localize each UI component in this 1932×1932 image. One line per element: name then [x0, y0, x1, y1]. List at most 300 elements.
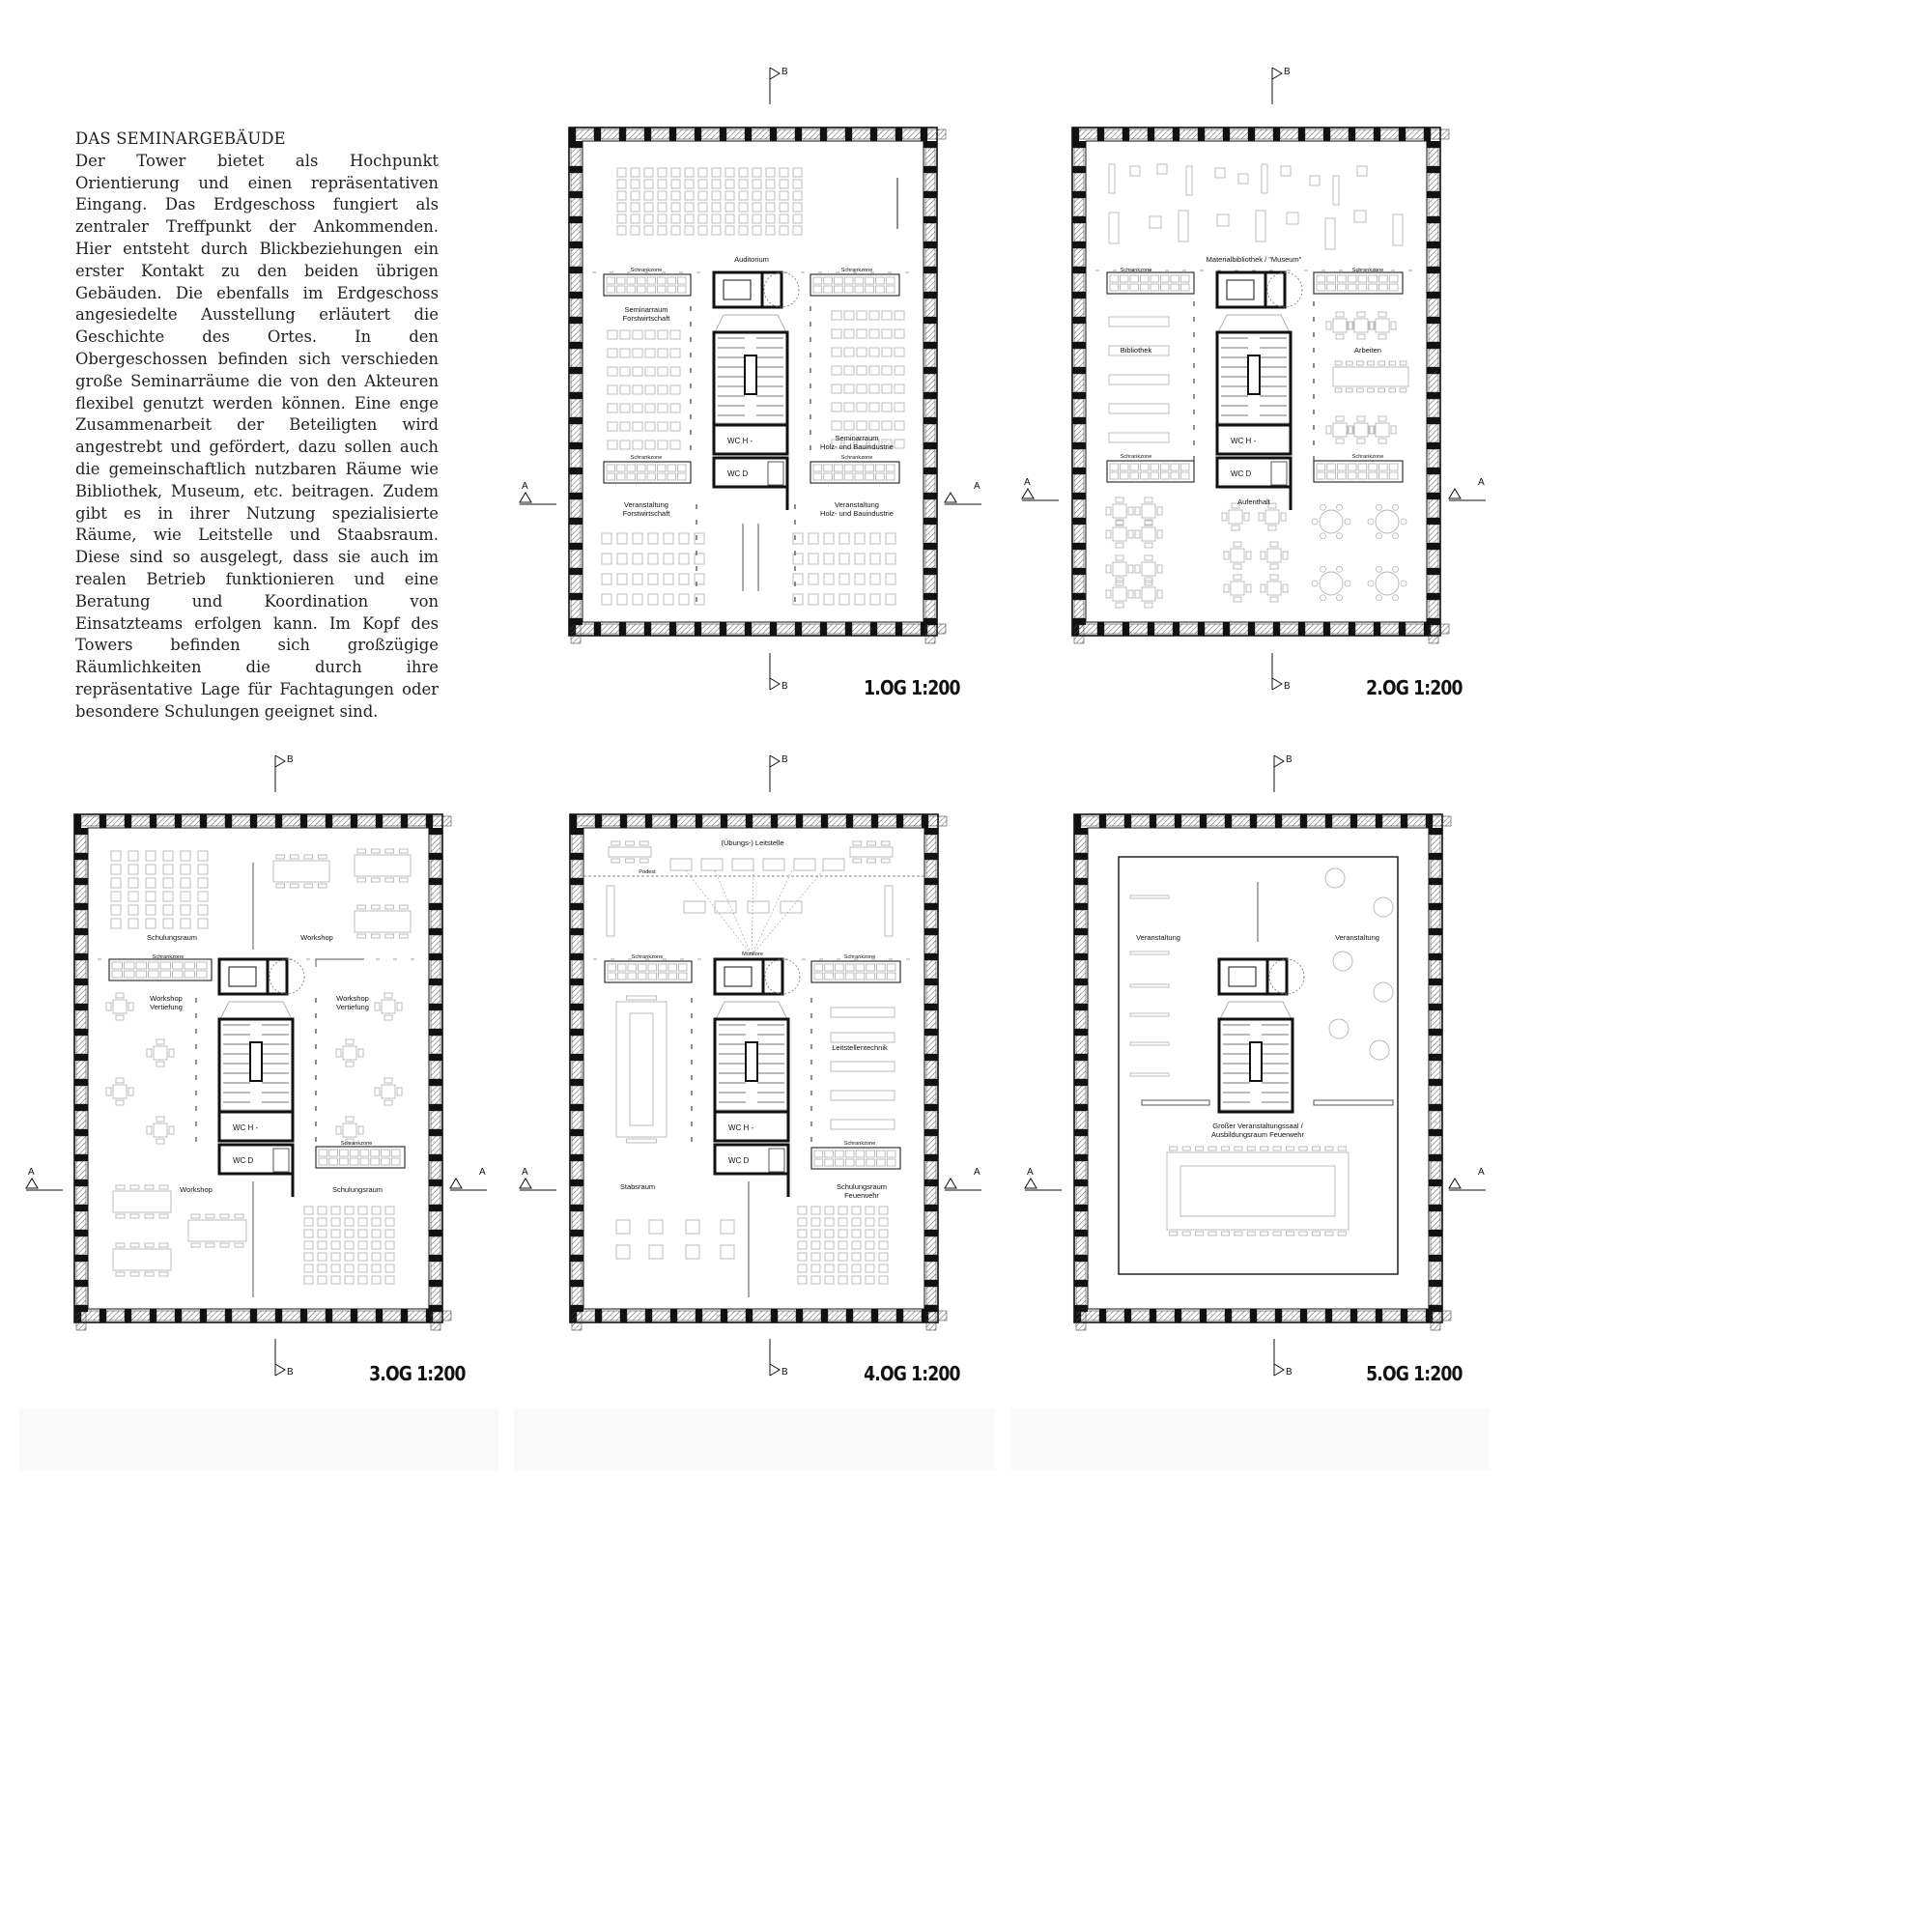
- facade-window: [1074, 173, 1084, 191]
- section-marker-symbol: [520, 483, 578, 531]
- facade-pier: [1074, 979, 1088, 985]
- room-veranstaltung: Veranstaltung: [1335, 933, 1379, 942]
- facade-window: [1357, 816, 1376, 826]
- facade-pier: [1074, 953, 1088, 960]
- facade-pier: [796, 814, 803, 828]
- label-schrankzone: Schrankzone: [843, 954, 876, 960]
- facade-window: [571, 374, 581, 392]
- facade-window: [852, 129, 870, 139]
- plan-title-4og: 4.OG 1:200: [864, 1362, 960, 1385]
- facade-window: [1181, 1311, 1200, 1321]
- facade-window: [571, 324, 581, 342]
- facade-window: [1074, 223, 1084, 242]
- wc-women-label: WC D: [728, 1156, 750, 1165]
- facade-window: [1074, 424, 1084, 442]
- facade-pier: [570, 828, 583, 835]
- facade-window: [571, 424, 581, 442]
- facade-pier: [1429, 1079, 1442, 1086]
- facade-window: [1106, 816, 1124, 826]
- facade-pier: [924, 1054, 938, 1061]
- facade-window: [572, 1262, 582, 1280]
- facade-pier: [1074, 1079, 1088, 1086]
- facade-pier: [1427, 417, 1440, 424]
- facade-pier: [570, 953, 583, 960]
- section-marker-b: B: [1284, 67, 1291, 77]
- facade-pier: [845, 622, 852, 636]
- facade-pier: [1376, 814, 1382, 828]
- facade-window: [1407, 1311, 1426, 1321]
- facade-pier: [569, 618, 582, 625]
- facade-pier: [74, 828, 88, 835]
- facade-pier: [1072, 342, 1086, 349]
- facade-window: [925, 449, 935, 468]
- facade-window: [431, 1186, 440, 1205]
- facade-window: [877, 624, 895, 634]
- facade-window: [572, 1111, 582, 1129]
- facade-window: [431, 1312, 440, 1330]
- facade-pier: [770, 622, 777, 636]
- facade-pier: [924, 828, 938, 835]
- room-workshop: Workshop: [180, 1185, 213, 1194]
- facade-window: [926, 1262, 936, 1280]
- facade-window: [727, 1311, 746, 1321]
- facade-window: [572, 1287, 582, 1305]
- facade-window: [726, 129, 745, 139]
- section-marker-symbol: [520, 1169, 578, 1217]
- facade-window: [1355, 624, 1374, 634]
- facade-window: [1431, 1010, 1440, 1029]
- floor-plan-3og-drawing: [74, 814, 442, 1322]
- facade-window: [925, 324, 935, 342]
- facade-pier: [1250, 1309, 1257, 1322]
- facade-pier: [1427, 267, 1440, 273]
- facade-window: [927, 129, 946, 139]
- facade-pier: [74, 1305, 88, 1312]
- facade-pier: [1072, 468, 1086, 474]
- facade-window: [1429, 600, 1438, 618]
- facade-pier: [74, 878, 88, 885]
- facade-pier: [1300, 1309, 1307, 1322]
- facade-pier: [1072, 317, 1086, 324]
- facade-window: [431, 1136, 440, 1154]
- facade-window: [571, 173, 581, 191]
- section-marker-b: B: [781, 754, 788, 765]
- facade-window: [1332, 1311, 1350, 1321]
- section-marker-path: [770, 68, 780, 104]
- facade-window: [383, 816, 401, 826]
- facade-pier: [570, 1054, 583, 1061]
- facade-window: [76, 985, 86, 1004]
- facade-pier: [1124, 814, 1131, 828]
- facade-pier: [923, 242, 937, 248]
- facade-pier: [570, 1029, 583, 1036]
- facade-window: [925, 198, 935, 216]
- facade-pier: [923, 392, 937, 399]
- label-schrankzone: Schrankzone: [843, 1141, 876, 1147]
- facade-pier: [922, 814, 928, 828]
- facade-window: [571, 198, 581, 216]
- facade-pier: [74, 853, 88, 860]
- room-veranstaltung: Veranstaltung: [1136, 933, 1180, 942]
- facade-pier: [923, 166, 937, 173]
- facade-pier: [1427, 216, 1440, 223]
- facade-pier: [924, 1255, 938, 1262]
- facade-pier: [923, 317, 937, 324]
- facade-pier: [820, 622, 827, 636]
- facade-window: [76, 1262, 86, 1280]
- plan-title-1og: 1.OG 1:200: [864, 676, 960, 699]
- facade-window: [1076, 1136, 1086, 1154]
- facade-window: [257, 816, 275, 826]
- facade-window: [1074, 198, 1084, 216]
- facade-pier: [570, 1230, 583, 1236]
- facade-window: [778, 1311, 796, 1321]
- facade-window: [926, 885, 936, 903]
- shaft-wall: [268, 959, 287, 994]
- room-arbeiten: Arbeiten: [1354, 346, 1381, 355]
- facade-pier: [351, 814, 357, 828]
- facade-pier: [1429, 1154, 1442, 1161]
- facade-window: [752, 129, 770, 139]
- facade-window: [601, 624, 619, 634]
- section-marker-symbol: [1270, 653, 1328, 701]
- facade-window: [1431, 935, 1440, 953]
- wc-men-label: WC H -: [728, 1123, 754, 1132]
- facade-window: [803, 1311, 821, 1321]
- facade-window: [1429, 499, 1438, 518]
- facade-window: [1074, 600, 1084, 618]
- facade-pier: [74, 979, 88, 985]
- facade-pier: [1374, 622, 1380, 636]
- facade-pier: [924, 928, 938, 935]
- facade-pier: [225, 1309, 232, 1322]
- facade-window: [1429, 399, 1438, 417]
- facade-window: [572, 1061, 582, 1079]
- facade-pier: [250, 1309, 257, 1322]
- facade-pier: [923, 267, 937, 273]
- facade-pier: [429, 928, 442, 935]
- facade-window: [1282, 816, 1300, 826]
- section-marker-path: [1272, 653, 1282, 690]
- facade-window: [878, 1311, 896, 1321]
- facade-pier: [1072, 141, 1086, 148]
- facade-pier: [1074, 1154, 1088, 1161]
- facade-window: [802, 129, 820, 139]
- facade-window: [926, 935, 936, 953]
- facade-pier: [923, 141, 937, 148]
- facade-window: [431, 885, 440, 903]
- facade-window: [1076, 860, 1086, 878]
- facade-window: [572, 860, 582, 878]
- facade-window: [431, 935, 440, 953]
- facade-pier: [924, 1230, 938, 1236]
- section-marker-symbol: [768, 653, 826, 701]
- facade-pier: [569, 593, 582, 600]
- facade-pier: [429, 878, 442, 885]
- room-schulungsraum: Schulungsraum: [146, 933, 198, 942]
- facade-pier: [1427, 468, 1440, 474]
- facade-window: [572, 885, 582, 903]
- facade-window: [76, 910, 86, 928]
- facade-pier: [1349, 128, 1355, 141]
- facade-window: [1429, 148, 1438, 166]
- section-marker-b: B: [781, 67, 788, 77]
- facade-window: [1431, 1211, 1440, 1230]
- facade-window: [431, 835, 440, 853]
- facade-window: [677, 1311, 696, 1321]
- facade-pier: [595, 1309, 602, 1322]
- section-marker-symbol: [1272, 753, 1330, 802]
- facade-window: [926, 1136, 936, 1154]
- facade-window: [571, 550, 581, 568]
- facade-window: [925, 349, 935, 367]
- section-marker-symbol: [273, 1339, 331, 1387]
- facade-window: [627, 1311, 645, 1321]
- section-marker-b: B: [287, 1367, 294, 1378]
- facade-pier: [1427, 317, 1440, 324]
- facade-window: [431, 1111, 440, 1129]
- facade-window: [1181, 816, 1200, 826]
- facade-pier: [125, 814, 131, 828]
- facade-pier: [74, 1280, 88, 1287]
- facade-pier: [1350, 1309, 1357, 1322]
- facade-window: [76, 960, 86, 979]
- facade-pier: [745, 128, 752, 141]
- facade-pier: [569, 392, 582, 399]
- section-marker-path: [26, 1179, 63, 1190]
- facade-pier: [1122, 622, 1129, 636]
- facade-window: [1255, 129, 1273, 139]
- facade-pier: [924, 979, 938, 985]
- facade-pier: [696, 1309, 702, 1322]
- wc-men-label: WC H -: [233, 1123, 259, 1132]
- facade-pier: [1429, 853, 1442, 860]
- facade-pier: [99, 1309, 106, 1322]
- section-marker-path: [1274, 1339, 1284, 1376]
- facade-pier: [429, 979, 442, 985]
- facade-pier: [1426, 814, 1433, 828]
- facade-pier: [921, 128, 927, 141]
- facade-pier: [1429, 903, 1442, 910]
- facade-pier: [1349, 622, 1355, 636]
- facade-window: [1074, 550, 1084, 568]
- facade-pier: [924, 1280, 938, 1287]
- facade-pier: [1429, 1205, 1442, 1211]
- facade-pier: [429, 853, 442, 860]
- section-marker-b: B: [287, 754, 294, 765]
- facade-window: [926, 1287, 936, 1305]
- facade-window: [925, 625, 935, 643]
- facade-window: [827, 624, 845, 634]
- facade-window: [1429, 374, 1438, 392]
- facade-pier: [1429, 928, 1442, 935]
- facade-pier: [845, 128, 852, 141]
- facade-window: [1154, 129, 1173, 139]
- facade-window: [926, 1211, 936, 1230]
- facade-pier: [770, 128, 777, 141]
- facade-window: [926, 1236, 936, 1255]
- facade-window: [676, 624, 695, 634]
- label-schrankzone: Schrankzone: [1120, 454, 1152, 460]
- facade-window: [307, 1311, 326, 1321]
- intro-heading: DAS SEMINARGEBÄUDE: [75, 129, 286, 148]
- facade-pier: [1072, 191, 1086, 198]
- facade-pier: [429, 903, 442, 910]
- section-marker-a: A: [522, 1167, 528, 1178]
- facade-window: [802, 624, 820, 634]
- floor-plan-1og-drawing: [569, 128, 937, 636]
- facade-pier: [74, 1004, 88, 1010]
- facade-pier: [1150, 814, 1156, 828]
- section-marker-b: B: [1286, 754, 1293, 765]
- facade-window: [1076, 935, 1086, 953]
- facade-pier: [870, 128, 877, 141]
- facade-window: [76, 1236, 86, 1255]
- facade-window: [1431, 1136, 1440, 1154]
- facade-window: [926, 835, 936, 853]
- stair-eye: [1248, 355, 1260, 394]
- facade-pier: [74, 1230, 88, 1236]
- facade-pier: [429, 1129, 442, 1136]
- facade-pier: [620, 1309, 627, 1322]
- facade-pier: [1300, 814, 1307, 828]
- facade-pier: [1074, 814, 1081, 828]
- facade-window: [727, 816, 746, 826]
- facade-pier: [1429, 1305, 1442, 1312]
- facade-pier: [1200, 814, 1207, 828]
- facade-pier: [1323, 622, 1330, 636]
- facade-pier: [1401, 1309, 1407, 1322]
- facade-pier: [175, 814, 182, 828]
- facade-window: [926, 910, 936, 928]
- facade-pier: [275, 1309, 282, 1322]
- facade-pier: [846, 1309, 853, 1322]
- facade-pier: [429, 1230, 442, 1236]
- facade-window: [1406, 129, 1424, 139]
- facade-window: [926, 960, 936, 979]
- facade-window: [431, 1161, 440, 1179]
- stair-eye: [746, 1042, 757, 1081]
- facade-window: [431, 960, 440, 979]
- facade-pier: [594, 128, 601, 141]
- facade-pier: [569, 128, 576, 141]
- facade-pier: [1072, 417, 1086, 424]
- facade-pier: [1374, 128, 1380, 141]
- facade-pier: [401, 814, 408, 828]
- facade-pier: [429, 1029, 442, 1036]
- facade-pier: [924, 1179, 938, 1186]
- facade-window: [878, 816, 896, 826]
- facade-pier: [570, 1255, 583, 1262]
- section-marker-symbol: [26, 1169, 84, 1217]
- facade-pier: [1074, 1280, 1088, 1287]
- facade-window: [1131, 816, 1150, 826]
- facade-pier: [669, 622, 676, 636]
- facade-window: [1076, 1312, 1086, 1330]
- floor-plan-5og-drawing: [1074, 814, 1442, 1322]
- facade-pier: [1225, 814, 1232, 828]
- facade-window: [1207, 1311, 1225, 1321]
- facade-pier: [924, 853, 938, 860]
- section-marker-symbol: [768, 66, 826, 114]
- facade-window: [701, 129, 720, 139]
- facade-window: [925, 525, 935, 543]
- facade-pier: [1074, 1104, 1088, 1111]
- label-schrankzone: Schrankzone: [631, 954, 664, 960]
- facade-window: [76, 935, 86, 953]
- facade-pier: [924, 1029, 938, 1036]
- facade-window: [1129, 624, 1148, 634]
- facade-pier: [569, 543, 582, 550]
- facade-window: [1230, 624, 1248, 634]
- facade-pier: [670, 814, 677, 828]
- facade-window: [752, 624, 770, 634]
- facade-window: [408, 1311, 426, 1321]
- facade-window: [1280, 624, 1298, 634]
- facade-window: [1429, 525, 1438, 543]
- facade-pier: [1429, 953, 1442, 960]
- facade-pier: [1429, 1179, 1442, 1186]
- facade-pier: [1072, 593, 1086, 600]
- facade-window: [571, 600, 581, 618]
- label-schrankzone: Schrankzone: [630, 455, 663, 461]
- facade-window: [1429, 298, 1438, 317]
- facade-window: [1330, 624, 1349, 634]
- section-marker-path: [1272, 68, 1282, 104]
- facade-window: [652, 816, 670, 826]
- facade-window: [1382, 816, 1401, 826]
- facade-window: [1076, 1010, 1086, 1029]
- facade-pier: [429, 953, 442, 960]
- facade-pier: [644, 128, 651, 141]
- facade-pier: [429, 1280, 442, 1287]
- section-marker-path: [945, 1179, 981, 1190]
- facade-window: [903, 1311, 922, 1321]
- facade-window: [852, 624, 870, 634]
- facade-pier: [1148, 622, 1154, 636]
- facade-window: [156, 1311, 175, 1321]
- facade-window: [853, 816, 871, 826]
- facade-pier: [1376, 1309, 1382, 1322]
- facade-pier: [923, 568, 937, 575]
- room-workshop: Workshop: [300, 933, 333, 942]
- wc-women-label: WC D: [727, 469, 749, 478]
- facade-window: [1074, 298, 1084, 317]
- label-schrankzone: Schrankzone: [340, 1141, 373, 1147]
- section-marker-a: A: [1024, 477, 1031, 488]
- elevator-shaft: [714, 272, 762, 307]
- facade-window: [76, 860, 86, 878]
- facade-window: [926, 1186, 936, 1205]
- facade-window: [1154, 624, 1173, 634]
- section-marker-path: [520, 1179, 556, 1190]
- facade-window: [1433, 816, 1451, 826]
- facade-pier: [696, 814, 702, 828]
- facade-window: [1429, 349, 1438, 367]
- facade-window: [926, 1111, 936, 1129]
- facade-window: [572, 1010, 582, 1029]
- facade-pier: [924, 953, 938, 960]
- label-schrankzone: Schrankzone: [1120, 268, 1152, 273]
- facade-pier: [150, 1309, 156, 1322]
- section-marker-path: [945, 493, 981, 504]
- facade-pier: [74, 903, 88, 910]
- facade-pier: [1072, 618, 1086, 625]
- facade-pier: [1097, 622, 1104, 636]
- intro-body: Der Tower bietet als Hochpunkt Orientierung und einen repräsentativen Eingang. Das Erdgeschoss fungiert als zentraler Treffpunkt der Ankommenden. Hier entsteht durch Blickbeziehungen ein erster Kontakt zu den beiden übrigen Gebäuden. Die ebenfalls im Erdgeschoss angesiedelte Ausstellung erläutert die Geschichte des Ortes. In den Obergeschossen befinden sich verschieden große Seminarräume die von den Akteuren flexibel genutzt werden können. Eine enge Zusammenarbeit der Beteiligten wird angestrebt und gefördert, dazu sollen auch die gemeinschaftlich nutzbaren Räume wie Bibliothek, Museum, etc. beitragen. Zudem gibt es in ihrer Nutzung spezialisierte Räume, wie Leitstelle und Staabsraum. Diese sind so ausgelegt, dass sie auch im realen Betrieb funktionieren und eine Beratung und Koordination von Einsatzteams erfolgen kann. Im Kopf des Towers befinden sich großzügige Räumlichkeiten die durch ihre repräsentative Lage für Fachtagungen oder besondere Schulungen geeignet sind.: [75, 151, 439, 721]
- facade-pier: [924, 1004, 938, 1010]
- facade-window: [1076, 1111, 1086, 1129]
